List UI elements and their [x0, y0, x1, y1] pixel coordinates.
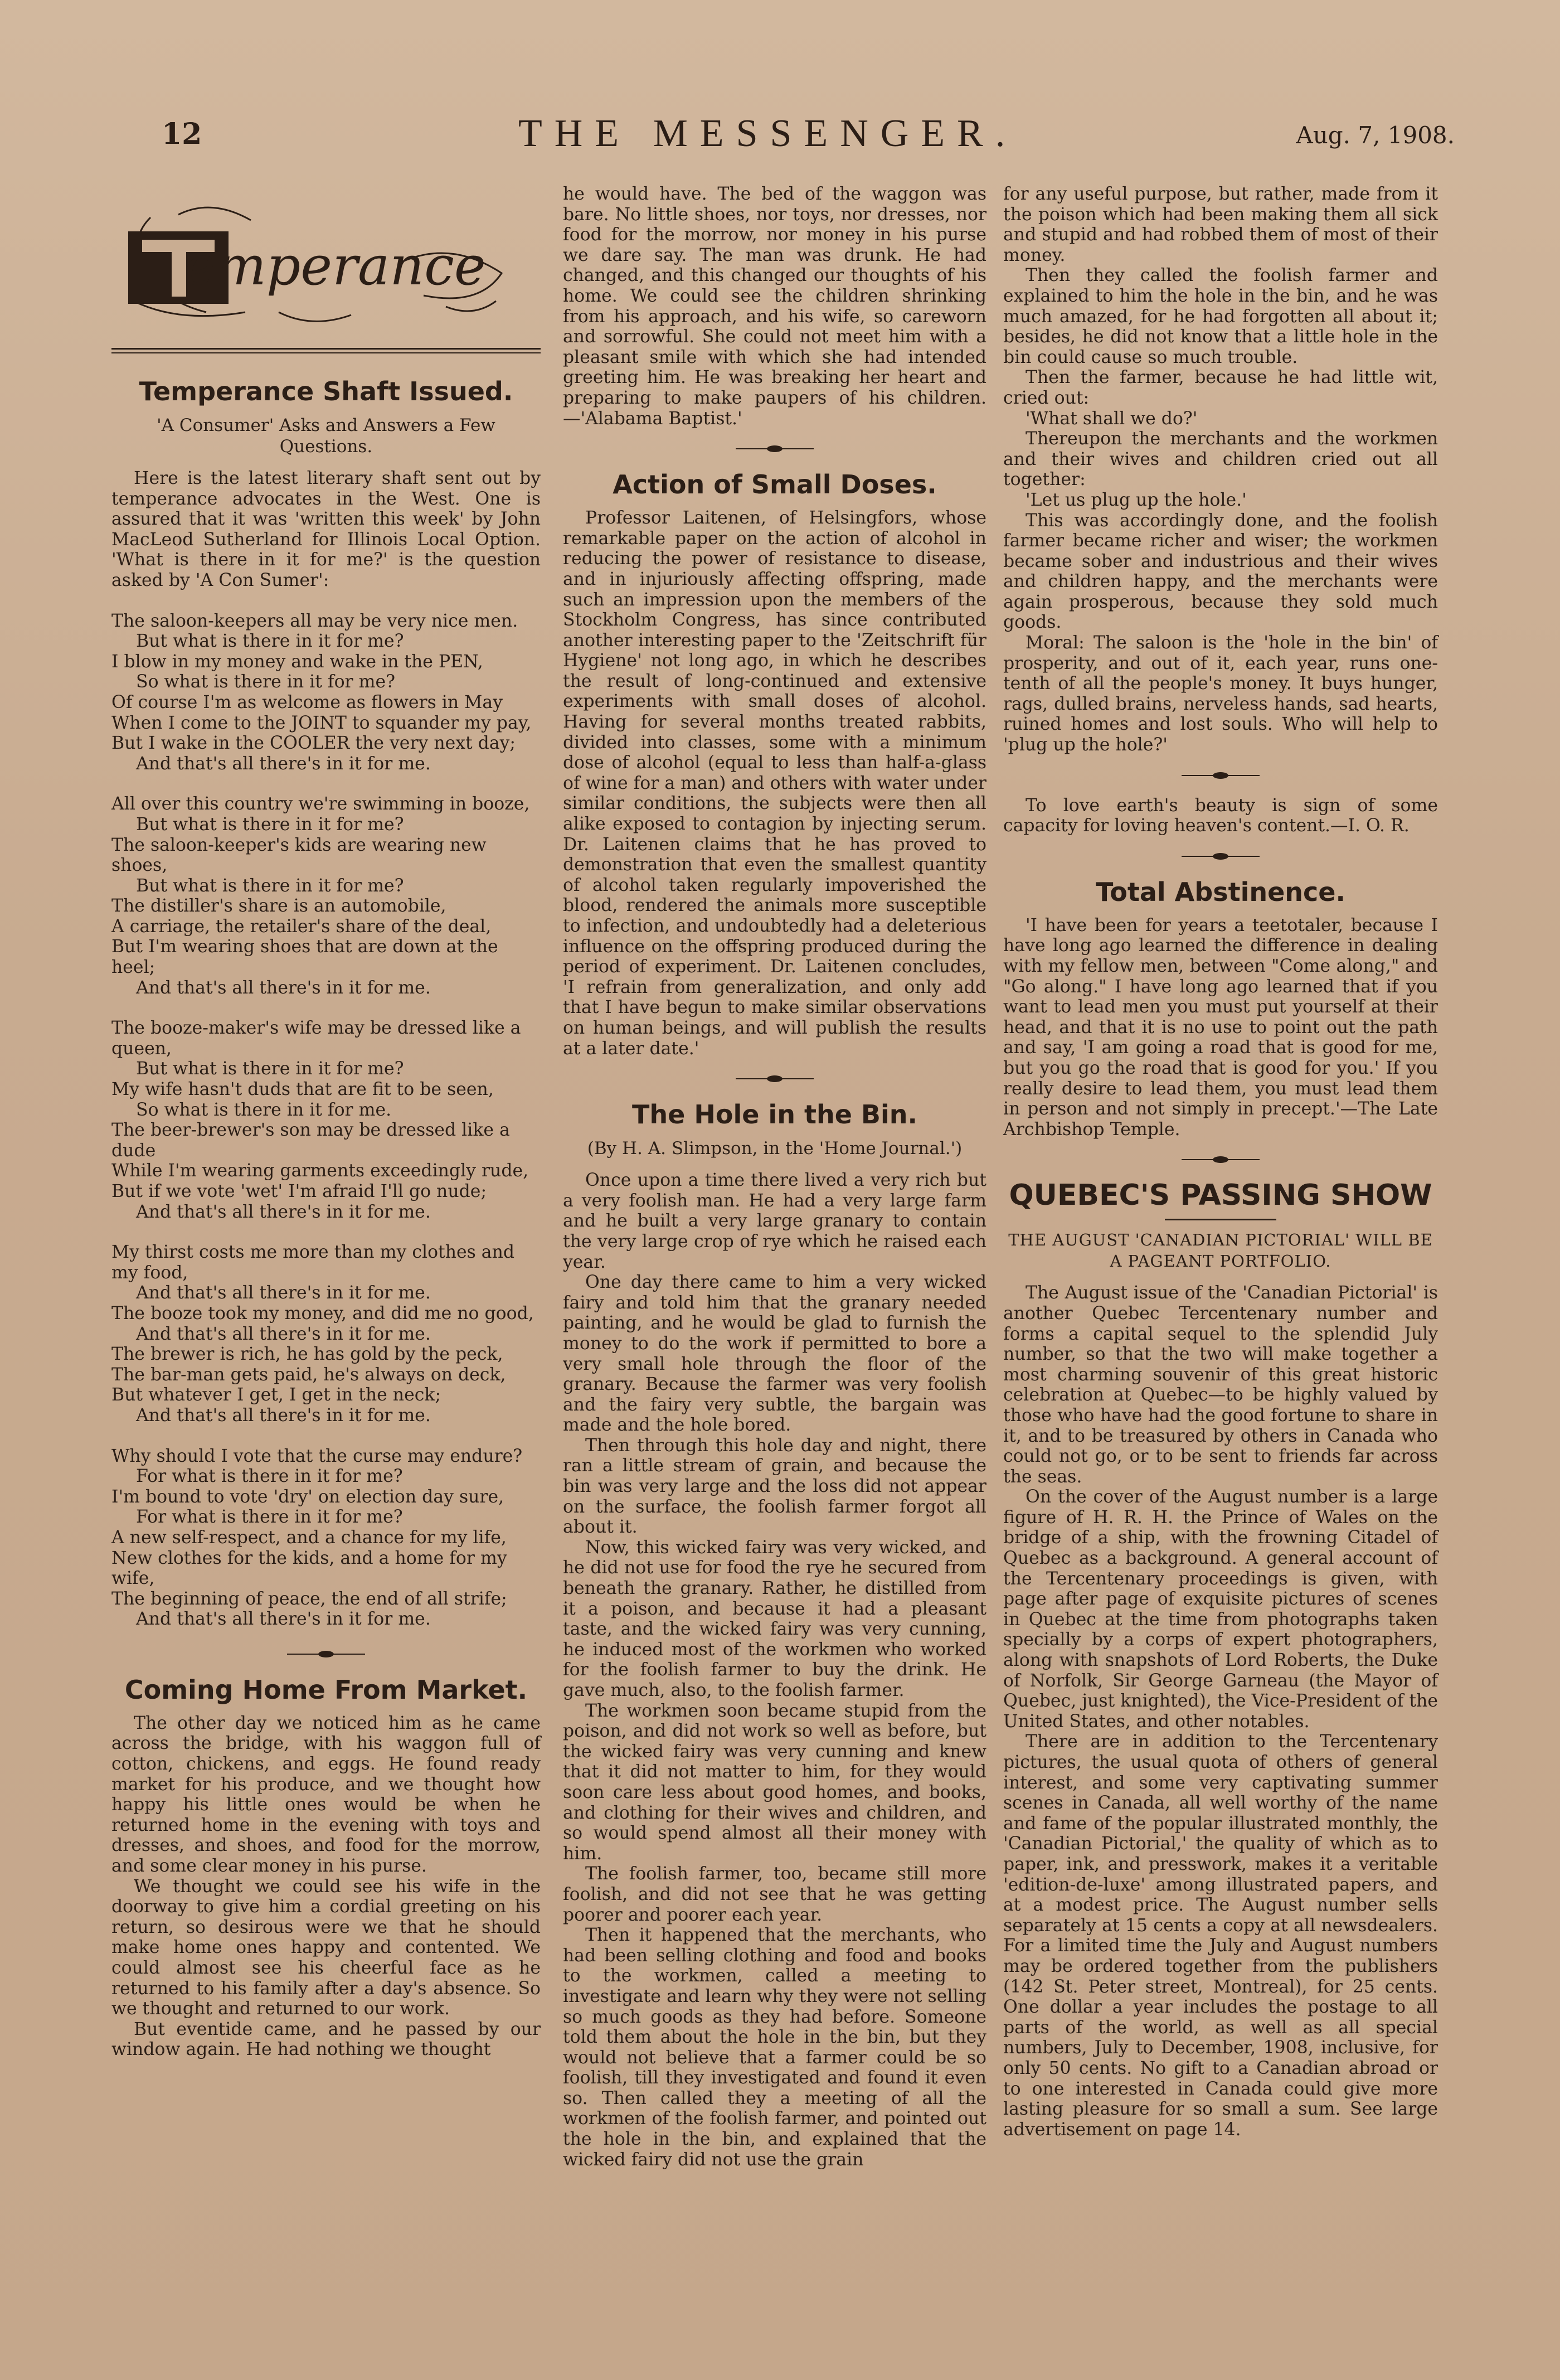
stanza [111, 611, 541, 774]
section-divider [736, 1074, 814, 1083]
article-paragraph: Professor Laitenen, of Helsingfors, whose remarkable paper on the action of alcohol in reducing the power of resistance to disease, and in injuriously affecting offspring, made such an impression upon the members of the Stockholm Congress, has since contributed another interesting paper to the 'Zeitschrift für Hygiene' not long ago, in which he describes the result of long-continued and extensive experiments with small doses of alcohol. Having for several months treated rabbits, divided into classes, some with a minimum dose of alcohol (equal to less than half-a-glass of wine for a man) and others with water under similar conditions, the subjects were then all alike exposed to contagion by injecting serum. Dr. Laitenen claims that he has proved to demonstration that even the smallest quantity of alcohol taken regularly impoverished the blood, rendered the animals more susceptible to infection, and undoubtedly had a deleterious influence on the offspring produced during the period of experiment. Dr. Laitenen concludes, 'I refrain from generalization, and only add that I have begun to make similar observations on human beings, and will publish the results at a later date.' [563, 508, 986, 1059]
verse-line: The beer-brewer's son may be dressed like a dude [111, 1120, 510, 1161]
column-1 [111, 184, 541, 2060]
article-paragraph: The August issue of the 'Canadian Pictorial' is another Quebec Tercentenary number and forms a capital sequel to the splendid July number, so that the two will make together a most charming souvenir of this great historic celebration at Quebec—to be highly valued by those who have had the good fortune to share in it, and to be treasured by others in Canada who could not go, or to be sent to friends far across the seas. [1003, 1283, 1438, 1487]
article-paragraph: One day there came to him a very wicked fairy and told him that the granary needed painting, and he would be glad to furnish the money to do the work if permitted to bore a very small hole through the floor of the granary. Because the farmer was very foolish and the fairy very subtle, the bargain was made and the hole bored. [563, 1272, 986, 1436]
verse-line: New clothes for the kids, and a home for my wife, [111, 1548, 507, 1589]
article-continuation: for any useful purpose, but rather, made from it the poison which had been making them all sick and stupid and had robbed them of most of their money. [1003, 184, 1438, 265]
temperance-logo-art [111, 201, 541, 340]
verse-line: But I wake in the COOLER the very next day; [111, 733, 516, 754]
article-title: The Hole in the Bin. [632, 1099, 917, 1130]
article-subhead: THE AUGUST 'CANADIAN PICTORIAL' WILL BE A PAGEANT PORTFOLIO. [1008, 1230, 1433, 1271]
verse-line: And that's all there's in it for me. [136, 977, 431, 998]
verse-line: So what is there in it for me. [136, 1099, 392, 1120]
article-paragraph: Then it happened that the merchants, who had been selling clothing and food and books to the workmen, called a meeting to investigate and learn why they were not selling so much goods as they had before. Someone told them about the hole in the bin, but they would not believe that a farmer could be so foolish, till they investigated and found it even so. Then called they a meeting of all the workmen of the foolish farmer, and pointed out the hole in the bin, and explained that the wicked fairy did not use the grain [563, 1925, 986, 2170]
verse-line: The beginning of peace, the end of all strife; [111, 1588, 507, 1609]
article-paragraph: Now, this wicked fairy was very wicked, and he did not use for food the rye he secured from beneath the granary. Rather, he distilled from it a poison, and because it had a pleasant taste, and the wicked fairy was very cunning, he induced most of the workmen who worked for the foolish farmer to buy the drink. He gave much, also, to the foolish farmer. [563, 1537, 986, 1700]
article-paragraph: But eventide came, and he passed by our window again. He had nothing we thought [111, 2019, 541, 2060]
stanza [111, 1446, 541, 1630]
verse-line: But if we vote 'wet' I'm afraid I'll go nude; [111, 1181, 487, 1201]
verse-line: Why should I vote that the curse may endure? [111, 1446, 523, 1466]
verse-line: But what is there in it for me? [136, 631, 404, 652]
article-paragraph: 'I have been for years a teetotaler, because I have long ago learned the difference in dealing with my fellow men, between "Come along," and "Go along." I have long ago learned that if you want to lead men you must put yourself at their head, and that it is no use to point out the path and say, 'I am going a road that is good for me, but you go the road that is good for you.' If you really desire to lead them, you must lead them in person and not simply in precept.'—The Late Archbishop Temple. [1003, 915, 1438, 1140]
article-paragraph: Then through this hole day and night, there ran a little stream of grain, and because the bin was very large and the loss did not appear on the surface, the foolish farmer forgot all about it. [563, 1435, 986, 1538]
verse-line: The bar-man gets paid, he's always on deck, [111, 1364, 506, 1385]
filler-quote: To love earth's beauty is sign of some capacity for loving heaven's content.—I. O. R. [1003, 795, 1438, 836]
verse-line: Of course I'm as welcome as flowers in May [111, 692, 503, 712]
article-continuation: he would have. The bed of the waggon was bare. No little shoes, nor toys, nor dresses, nor food for the morrow, nor money in his purse we dare say. The man was drunk. He had changed, and this changed our thoughts of his home. We could see the children shrinking from his approach, and his wife, so careworn and sorrowful. She could not meet him with a pleasant smile with which she had intended greeting him. He was breaking her heart and preparing to make paupers of his children.—'Alabama Baptist.' [563, 184, 986, 429]
verse-line: A carriage, the retailer's share of the deal, [111, 916, 492, 937]
verse-line: But I'm wearing shoes that are down at the heel; [111, 937, 498, 978]
article-paragraph: This was accordingly done, and the foolish farmer became richer and wiser; the workmen became sober and industrious and their wives and children happy, and the merchants were again prosperous, because they sold much goods. [1003, 510, 1438, 633]
article-paragraph: The foolish farmer, too, became still more foolish, and did not see that he was getting poorer and poorer each year. [563, 1864, 986, 1925]
section-divider [1182, 771, 1260, 780]
verse-line: And that's all there's in it for me. [136, 1283, 431, 1303]
verse-line: The booze took my money, and did me no good, [111, 1303, 534, 1324]
verse-line: The brewer is rich, he has gold by the peck, [111, 1344, 503, 1365]
verse-line: For what is there in it for me? [136, 1507, 403, 1528]
poem [111, 611, 541, 1630]
article-paragraph: On the cover of the August number is a large figure of H. R. H. the Prince of Wales on the bridge of a ship, with the frowning Citadel of Quebec as a background. A general account of the Tercentenary proceedings is given, with page after page of exquisite pictures of scenes in Quebec at the time from photographs taken specially by a corps of expert photographers, along with snapshots of Lord Roberts, the Duke of Norfolk, Sir George Garneau (the Mayor of Quebec, just knighted), the Vice-President of the United States, and other notables. [1003, 1487, 1438, 1732]
verse-line: All over this country we're swimming in booze, [111, 794, 530, 815]
article-paragraph: Once upon a time there lived a very rich but a very foolish man. He had a very large farm and he built a very large granary to contain the very large crop of rye which he raised each year. [563, 1170, 986, 1272]
article-paragraph: The other day we noticed him as he came across the bridge, with his waggon full of cotton, chickens, and eggs. He found ready market for his produce, and we thought how happy his little ones would be when he returned home in the evening with toys and dresses, and shoes, and food for the morrow, and some clear money in his purse. [111, 1713, 541, 1877]
verse-line: And that's all there's in it for me. [136, 1405, 431, 1426]
verse-line: The saloon-keepers all may be very nice men. [111, 610, 518, 631]
article-subtitle: 'A Consumer' Asks and Answers a Few Questions. [157, 415, 495, 457]
verse-line: My wife hasn't duds that are fit to be seen, [111, 1079, 494, 1100]
verse-line: But what is there in it for me? [136, 814, 404, 835]
verse-line: But what is there in it for me? [136, 1059, 404, 1079]
verse-line: While I'm wearing garments exceedingly rude, [111, 1161, 529, 1181]
section-divider [736, 444, 814, 453]
article-title: QUEBEC'S PASSING SHOW [1009, 1179, 1432, 1213]
issue-date: Aug. 7, 1908. [1296, 122, 1455, 149]
article-title: Total Abstinence. [1096, 876, 1345, 907]
article-intro: Here is the latest literary shaft sent out by temperance advocates in the West. One is assured that it was 'written this week' by John MacLeod Sutherland for Illinois Local Option. 'What is there in it for me?' is the question asked by 'A Con Sumer': [111, 468, 541, 590]
verse-line: A new self-respect, and a chance for my life, [111, 1527, 507, 1548]
section-divider [287, 1650, 365, 1659]
verse-line: So what is there in it for me? [136, 672, 396, 692]
verse-line: And that's all there's in it for me. [136, 1201, 431, 1222]
verse-line: And that's all there's in it for me. [136, 753, 431, 774]
verse-line: My thirst costs me more than my clothes and my food, [111, 1242, 515, 1283]
verse-line: The saloon-keeper's kids are wearing new shoes, [111, 835, 487, 876]
column-2 [563, 184, 986, 2170]
logo-text: emperance [184, 235, 486, 297]
verse-line: And that's all there's in it for me. [136, 1609, 431, 1630]
verse-line: When I come to the JOINT to squander my pay, [111, 712, 532, 733]
article-paragraph: Then the farmer, because he had little wit, cried out: [1003, 367, 1438, 408]
stanza [111, 1242, 541, 1426]
article-title: Temperance Shaft Issued. [139, 376, 513, 406]
verse-line: I blow in my money and wake in the PEN, [111, 651, 483, 672]
article-paragraph: Moral: The saloon is the 'hole in the bin' of prosperity, and out of it, each year, runs one-tenth of all the people's money. It buys hunger, rags, dulled brains, nerveless hands, sad hearts, ruined homes and lost souls. Who will help to 'plug up the hole?' [1003, 633, 1438, 755]
article-byline: (By H. A. Slimpson, in the 'Home Journal.') [587, 1138, 963, 1159]
verse-line: The booze-maker's wife may be dressed like a queen, [111, 1018, 521, 1059]
double-rule [111, 348, 541, 353]
verse-line: The distiller's share is an automobile, [111, 896, 446, 917]
verse-line: But whatever I get, I get in the neck; [111, 1385, 441, 1405]
article-paragraph: We thought we could see his wife in the doorway to give him a cordial greeting on his return, so desirous were we that he should make home ones happy and contented. We could almost see his cheerful face as he returned to his family after a day's absence. So we thought and returned to our work. [111, 1876, 541, 2019]
article-paragraph: 'What shall we do?' [1026, 408, 1198, 429]
article-title: Coming Home From Market. [124, 1674, 528, 1705]
section-divider [1182, 1155, 1260, 1164]
page-header [162, 112, 1455, 162]
verse-line: And that's all there's in it for me. [136, 1324, 431, 1344]
stanza [111, 1018, 541, 1222]
article-paragraph: 'Let us plug up the hole.' [1026, 489, 1247, 510]
temperance-logo [111, 201, 541, 340]
verse-line: For what is there in it for me? [136, 1466, 403, 1487]
article-paragraph: Thereupon the merchants and the workmen and their wives and children cried out all together: [1003, 429, 1438, 490]
article-paragraph: There are in addition to the Tercentenary pictures, the usual quota of others of general interest, and some very captivating summer scenes in Canada, all well worthy of the name and fame of the popular illustrated monthly, the 'Canadian Pictorial,' the quality of which as to paper, ink, and presswork, makes it a veritable 'edition-de-luxe' among illustrated papers, and at a modest price. The August number sells separately at 15 cents a copy at all newsdealers. For a limited time the July and August numbers may be ordered together from the publishers (142 St. Peter street, Montreal), for 25 cents. One dollar a year includes the postage to all parts of the world, as well as all special numbers, July to December, 1908, inclusive, for only 50 cents. No gift to a Canadian abroad or to one interested in Canada could give more lasting pleasure for so small a sum. See large advertisement on page 14. [1003, 1732, 1438, 2140]
article-paragraph: Then they called the foolish farmer and explained to him the hole in the bin, and he was much amazed, for he had forgotten all about it; besides, he did not know that a little hole in the bin could cause so much trouble. [1003, 265, 1438, 367]
verse-line: But what is there in it for me? [136, 875, 404, 896]
stanza [111, 794, 541, 998]
short-rule [1165, 1219, 1276, 1220]
verse-line: I'm bound to vote 'dry' on election day sure, [111, 1486, 504, 1507]
masthead: THE MESSENGER. [518, 112, 1018, 155]
article-paragraph: The workmen soon became stupid from the poison, and did not work so well as before, but the wicked fairy was very cunning and knew that it did not matter to him, for they would soon care less about good homes, and books, and clothing for their wives and children, and so would spend almost all their money with him. [563, 1700, 986, 1864]
article-title: Action of Small Doses. [613, 469, 937, 500]
page-number: 12 [162, 117, 202, 151]
column-3 [1003, 184, 1438, 2140]
section-divider [1182, 852, 1260, 861]
